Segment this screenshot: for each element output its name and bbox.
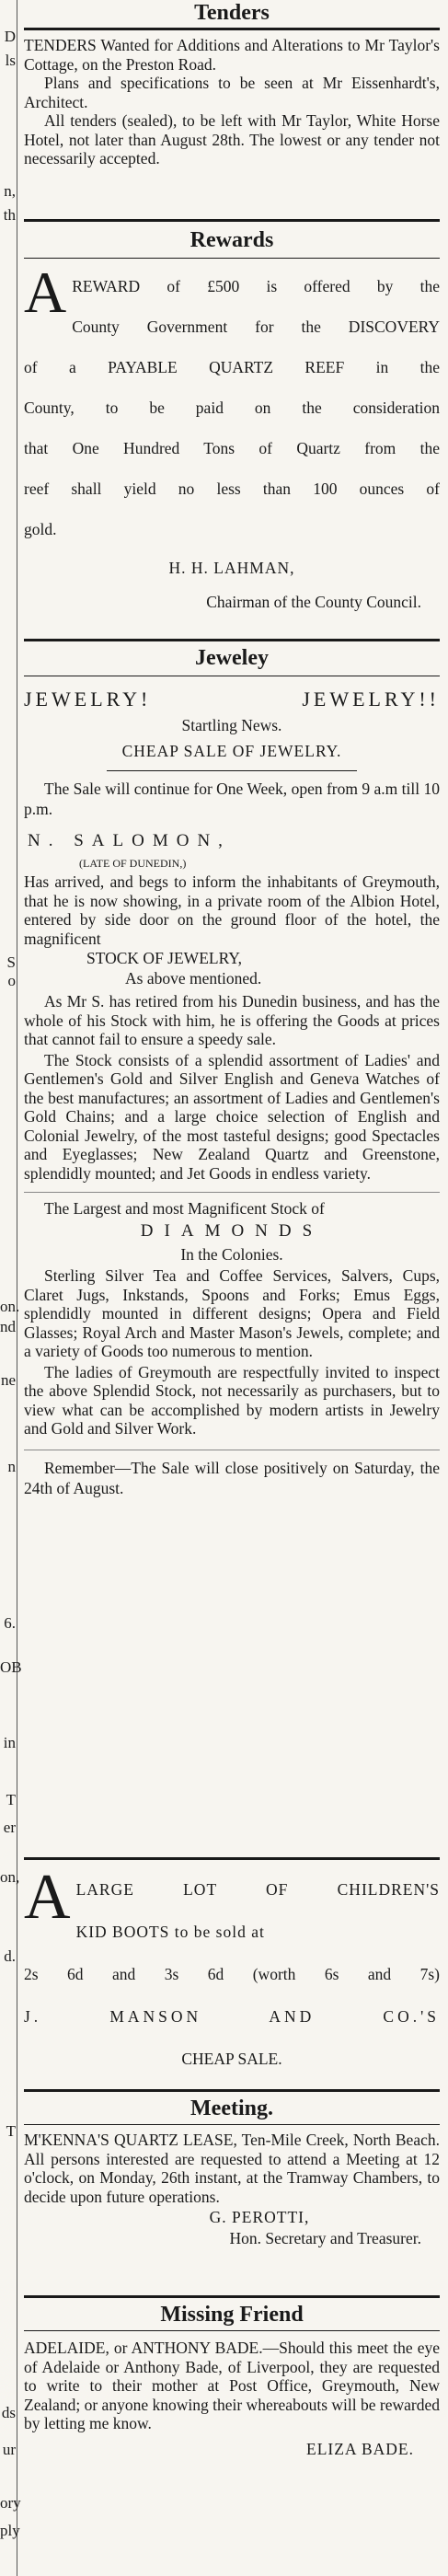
gutter-fragment: ply [0,2522,20,2539]
gutter-fragment: ory [0,2494,21,2512]
gutter-fragment: ds [1,2404,16,2421]
reward-line: County, to be paid on the consideration [24,399,440,417]
sale-hours: The Sale will continue for One Week, open from 9 a.m till 10 p.m. [24,780,440,818]
gutter-fragment: on, [0,1868,20,1886]
diamonds-heading: DIAMONDS [140,1221,324,1241]
boots-line: 2s 6d and 3s 6d (worth 6s and 7s) [24,1965,440,1983]
gutter-fragment: OB [0,1658,22,1676]
drop-cap: A [24,260,67,325]
meeting-section [24,2095,440,2292]
section-rule [24,2124,440,2125]
gutter-fragment: er [3,1819,16,1836]
diamonds-intro: The Largest and most Magnificent Stock of [44,1199,325,1218]
gutter-fragment: nd [0,1318,16,1335]
gutter-fragment: n [7,1458,16,1475]
cheap-sale-title: CHEAP SALE OF JEWELRY. [121,742,342,760]
short-rule [107,770,357,771]
section-rule [24,2330,440,2331]
section-heading: Tenders [194,1,270,25]
gutter-fragment: S [6,953,16,971]
drop-cap: A [24,1862,71,1933]
missing-friend-section [24,2301,440,2576]
gutter-fragment: ls [5,52,16,69]
section-divider [24,219,440,222]
meeting-signature: G. PEROTTI, [209,2208,310,2226]
tenders-section [24,0,440,215]
reward-line: gold. [24,520,57,538]
gutter-fragment: ne [0,1371,16,1389]
boots-section [24,1862,440,2080]
reward-line: that One Hundred Tons of Quartz from the [24,439,440,457]
gutter-fragment: in [3,1734,16,1751]
boots-line: KID BOOTS to be sold at [75,1923,265,1941]
section-rule [24,28,440,30]
gutter-fragment: 6. [4,1614,16,1632]
stock-description: The Stock consists of a splendid assortment of Ladies' and Gentlemen's Gold and Silver English and Geneva Watches of the best manufactures; an assortment of Ladies and Gentlemen's Gold Chains; and a large choice selection of English and Colonial Jewelry, of the most tasteful designs; good Spectacles and Eyeglasses; New Zealand Quartz and Greenstone, splendidly mounted; and Jet Goods in endless variety. [24,1050,440,1183]
reward-line: County Government for the DISCOVERY [72,318,440,336]
reward-line: REWARD of £500 is offered by the [72,277,440,295]
section-divider [24,2089,440,2092]
tender-notice: TENDERS Wanted for Additions and Alterations to Mr Taylor's Cottage, on the Preston Road. [24,36,440,74]
tender-conditions: All tenders (sealed), to be left with Mr Taylor, White Horse Hotel, not later than August 28th. The lowest or any tender not necessarily accepted. [24,111,440,167]
gutter-fragment: T [6,2122,16,2140]
arrival-notice: Has arrived, and begs to inform the inhabitants of Greymouth, that he is now showing, in a private room of the Albion Hotel, entered by side door on the ground floor of the hotel, the magnificent [24,872,440,948]
reward-signatory-title: Chairman of the County Council. [206,593,421,611]
silverware-list: Sterling Silver Tea and Coffee Services, Salvers, Cups, Claret Jugs, Inkstands, Spoons and Forks; Emus Eggs, splendidly mounted in different designs; Opera and Field Glasses; Royal Arch and Master Mason's Jewels, complete; and a variety of Goods too numerous to mention. [24,1266,440,1360]
reward-line: of a PAYABLE QUARTZ REEF in the [24,358,440,376]
stock-note: As above mentioned. [125,969,262,988]
missing-friend-notice: ADELAIDE, or ANTHONY BADE.—Should this meet the eye of Adelaide or Anthony Bade, of Liverpool, they are requested to write to their mother at Post Office, Greymouth, New Zealand; or anyone knowing their whereabouts will be rewarded by letting me know. [24,2339,440,2432]
section-rule [24,258,440,259]
jewelry-section [24,646,440,1842]
tender-plans: Plans and specifications to be seen at Mr Eissenhardt's, Architect. [24,74,440,111]
reward-line: reef shall yield no less than 100 ounces of [24,479,440,498]
sale-closing-notice: Remember—The Sale will close positively on Saturday, the 24th of August. [24,1458,440,1497]
reward-signature: H. H. LAHMAN, [168,559,295,577]
section-heading: Meeting. [190,2097,273,2120]
section-heading: Missing Friend [160,2303,304,2327]
section-divider [24,639,440,641]
boots-merchant: J. MANSON AND CO.'S [24,2007,440,2026]
invitation-notice: The ladies of Greymouth are respectfully invited to inspect the above Splendid Stock, not necessarily as purchasers, but to view what can be accomplished by modern artists in Jewelry and Gold and Silver Work. [24,1362,440,1438]
meeting-notice: M'KENNA'S QUARTZ LEASE, Ten-Mile Creek, North Beach. All persons interested are requested to attend a Meeting at 12 o'clock, on Monday, 26th instant, at the Tramway Chambers, to decide upon future operations. [24,2131,440,2206]
gutter-fragment: d. [4,1947,16,1965]
gutter-fragment: T [6,1791,16,1808]
boots-line: LARGE LOT OF CHILDREN'S [75,1880,440,1899]
gutter-fragment: n, [4,182,16,200]
gutter-fragment: D [4,28,16,45]
reward-notice [24,260,440,549]
gutter-fragment: on. [0,1298,20,1315]
rewards-section [24,228,440,638]
section-divider [24,2295,440,2298]
stock-heading: STOCK OF JEWELRY, [86,949,243,967]
gutter-fragment: o [7,972,16,989]
dealer-previous-location: (LATE OF DUNEDIN,) [79,857,187,870]
dealer-name: N. SALOMON, [28,831,231,850]
gutter-fragment: ur [2,2441,16,2458]
jewelry-headline: JEWELRY! JEWELRY!! [24,687,440,710]
jewelry-subhead: Startling News. [181,716,282,734]
diamonds-subhead: In the Colonies. [180,1245,283,1264]
boots-sale: CHEAP SALE. [181,2050,282,2068]
missing-friend-signature: ELIZA BADE. [306,2439,414,2458]
section-heading: Rewards [190,228,274,252]
section-divider [24,1857,440,1860]
meeting-signatory-title: Hon. Secretary and Treasurer. [229,2229,421,2247]
section-heading: Jeweley [195,646,269,670]
thin-rule [24,1192,440,1193]
gutter-fragment: th [3,206,16,224]
adjacent-column-fragments [0,0,22,2576]
retirement-notice: As Mr S. has retired from his Dunedin business, and has the whole of his Stock with him, he is offering the Goods at prices that cannot fail to ensure a speedy sale. [24,992,440,1048]
